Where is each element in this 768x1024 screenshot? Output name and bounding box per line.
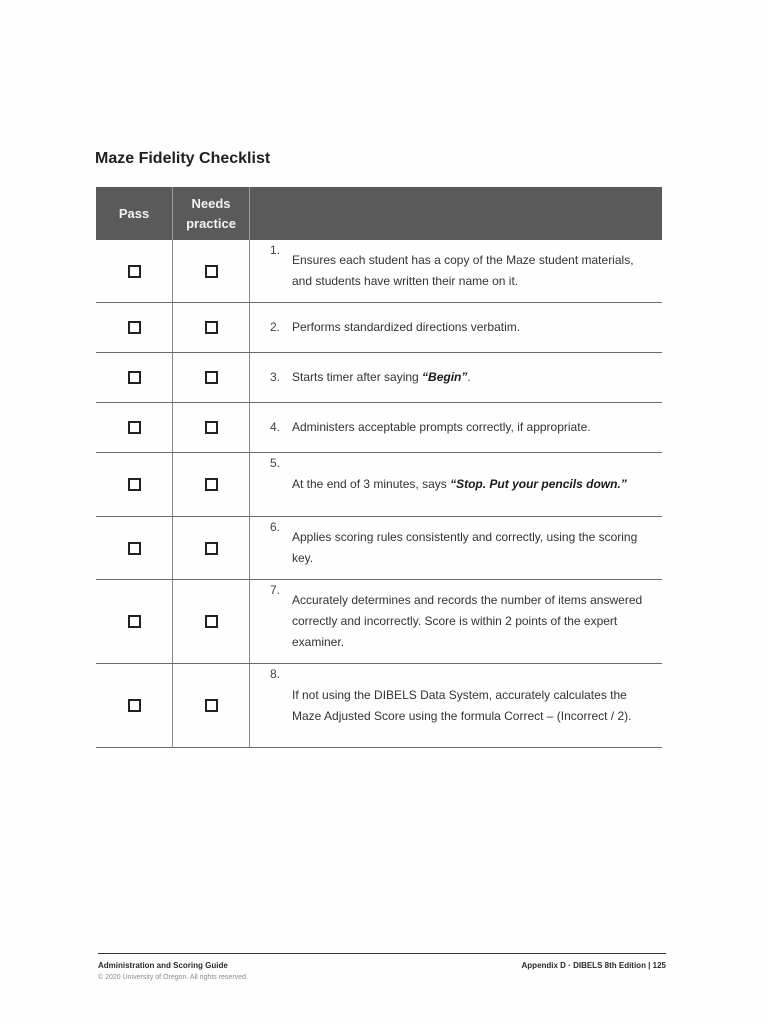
needs-practice-cell xyxy=(173,303,250,352)
pass-cell xyxy=(96,453,173,516)
pass-checkbox[interactable] xyxy=(128,699,141,712)
item-text xyxy=(292,417,652,438)
needs-practice-cell xyxy=(173,580,250,663)
item-cell xyxy=(250,303,662,352)
item-text-emphasis: “Stop. Put your pencils down.” xyxy=(450,477,627,491)
table-row xyxy=(96,303,662,353)
item-text-segment: If not using the DIBELS Data System, accurately calculates the Maze Adjusted Score using the formula Correct – (Incorrect / 2). xyxy=(292,687,632,723)
pass-cell xyxy=(96,303,173,352)
page-title: Maze Fidelity Checklist xyxy=(95,150,271,167)
item-number: 3. xyxy=(270,370,281,384)
item-text xyxy=(292,590,652,653)
pass-cell xyxy=(96,240,173,302)
table-row xyxy=(96,580,662,664)
pass-cell xyxy=(96,664,173,747)
needs-practice-checkbox[interactable] xyxy=(205,265,218,278)
pass-cell xyxy=(96,517,173,579)
needs-practice-checkbox[interactable] xyxy=(205,421,218,434)
pass-cell xyxy=(96,403,173,452)
item-text-segment: Performs standardized directions verbatim. xyxy=(292,320,521,334)
table-row xyxy=(96,664,662,748)
needs-practice-checkbox[interactable] xyxy=(205,542,218,555)
table-body xyxy=(96,240,662,748)
item-text xyxy=(292,367,652,388)
item-text xyxy=(292,527,652,569)
pass-checkbox[interactable] xyxy=(128,421,141,434)
table-row xyxy=(96,517,662,580)
item-number: 4. xyxy=(270,420,281,434)
item-cell xyxy=(250,664,662,747)
footer-page-info: Appendix D · DIBELS 8th Edition | 125 xyxy=(521,961,666,970)
pass-cell xyxy=(96,353,173,402)
needs-practice-checkbox[interactable] xyxy=(205,615,218,628)
item-text-segment: Applies scoring rules consistently and correctly, using the scoring key. xyxy=(292,530,638,565)
item-text-emphasis: “Begin” xyxy=(422,370,468,384)
item-cell xyxy=(250,353,662,402)
item-cell xyxy=(250,240,662,302)
needs-practice-checkbox[interactable] xyxy=(205,371,218,384)
table-row xyxy=(96,353,662,403)
footer-copyright: © 2020 University of Oregon. All rights reserved. xyxy=(98,974,248,981)
needs-practice-cell xyxy=(173,240,250,302)
needs-practice-cell xyxy=(173,353,250,402)
item-text-segment: At the end of 3 minutes, says xyxy=(292,477,451,491)
item-cell xyxy=(250,453,662,516)
table-row xyxy=(96,240,662,303)
header-needs-practice: Needs practice xyxy=(173,187,250,240)
item-text-segment: Starts timer after saying xyxy=(292,370,423,384)
page-footer xyxy=(98,953,666,981)
item-text xyxy=(292,685,652,727)
header-pass: Pass xyxy=(96,187,173,240)
item-cell xyxy=(250,517,662,579)
needs-practice-cell xyxy=(173,453,250,516)
item-text-segment: Administers acceptable prompts correctly, if appropriate. xyxy=(292,420,591,434)
pass-checkbox[interactable] xyxy=(128,478,141,491)
table-row xyxy=(96,453,662,517)
item-text xyxy=(292,317,652,338)
pass-checkbox[interactable] xyxy=(128,615,141,628)
table-header xyxy=(96,187,662,240)
item-number: 8. xyxy=(270,667,281,681)
needs-practice-cell xyxy=(173,403,250,452)
item-number: 6. xyxy=(270,520,281,534)
item-text-segment: . xyxy=(467,370,471,384)
header-item xyxy=(250,187,662,240)
needs-practice-checkbox[interactable] xyxy=(205,321,218,334)
item-text-segment: Accurately determines and records the number of items answered correctly and incorrectly. Score is within 2 points of the expert examiner. xyxy=(292,593,643,649)
item-number: 2. xyxy=(270,320,281,334)
item-text xyxy=(292,250,652,292)
table-row xyxy=(96,403,662,453)
item-text xyxy=(292,474,652,495)
item-number: 1. xyxy=(270,243,281,257)
needs-practice-cell xyxy=(173,664,250,747)
needs-practice-checkbox[interactable] xyxy=(205,478,218,491)
needs-practice-cell xyxy=(173,517,250,579)
pass-cell xyxy=(96,580,173,663)
pass-checkbox[interactable] xyxy=(128,371,141,384)
footer-guide-title: Administration and Scoring Guide xyxy=(98,961,228,970)
item-text-segment: Ensures each student has a copy of the Maze student materials, and students have written their name on it. xyxy=(292,253,634,288)
pass-checkbox[interactable] xyxy=(128,542,141,555)
item-number: 7. xyxy=(270,583,281,597)
pass-checkbox[interactable] xyxy=(128,321,141,334)
fidelity-checklist-table xyxy=(96,187,662,748)
item-cell xyxy=(250,580,662,663)
needs-practice-checkbox[interactable] xyxy=(205,699,218,712)
pass-checkbox[interactable] xyxy=(128,265,141,278)
item-number: 5. xyxy=(270,456,281,470)
item-cell xyxy=(250,403,662,452)
